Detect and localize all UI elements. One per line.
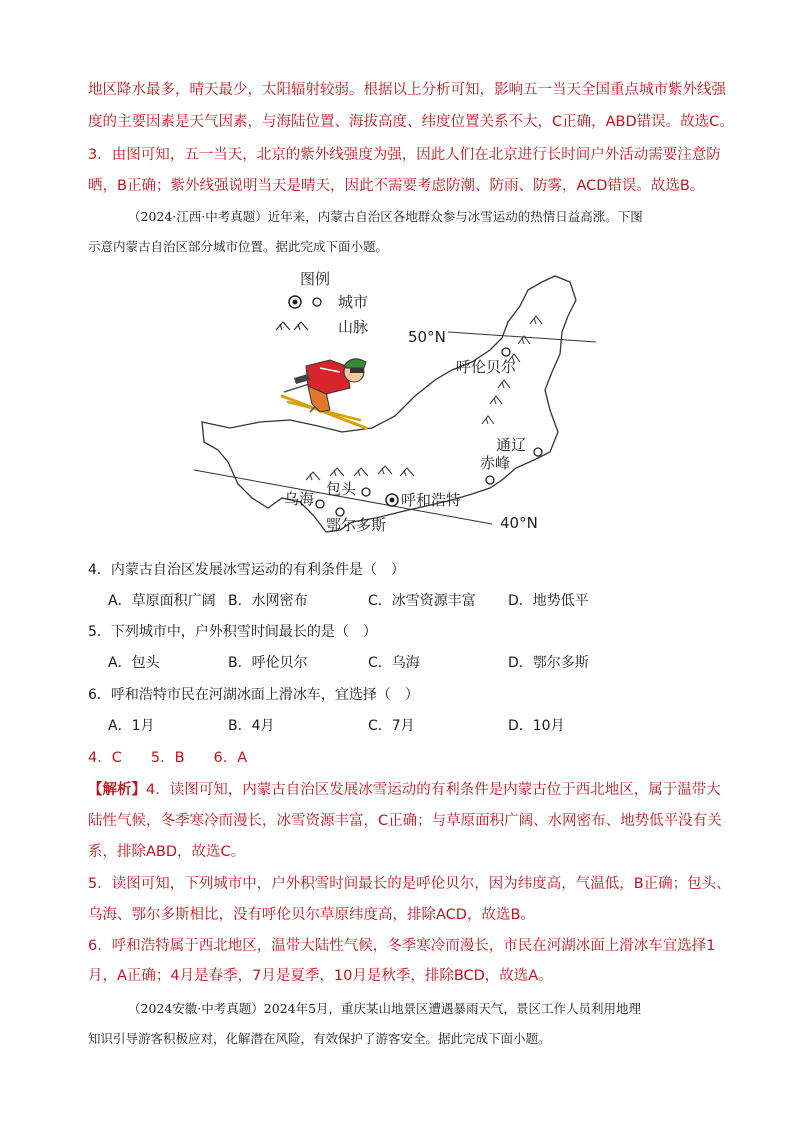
- question-4-option-d[interactable]: D．地势低平: [508, 593, 589, 609]
- analysis-text-line: 地区降水最多，晴天最少，太阳辐射较弱。根据以上分析可知，影响五一当天全国重点城市紫外线强: [88, 82, 726, 98]
- analysis-line: 乌海、鄂尔多斯相比，没有呼伦贝尔草原纬度高，排除ACD，故选B。: [88, 907, 535, 923]
- city-marker-wuhai: [316, 500, 324, 508]
- city-marker-tongliao: [534, 448, 542, 456]
- analysis-line: [88, 780, 721, 800]
- city-label-wuhai: 乌海: [284, 490, 315, 508]
- city-label-tongliao: 通辽: [496, 436, 527, 454]
- analysis-line: 月，A正确；4月是春季，7月是夏季，10月是秋季，排除BCD，故选A。: [88, 968, 553, 984]
- question-4-option-b[interactable]: B．水网密布: [228, 593, 308, 609]
- region-outline: [202, 276, 576, 532]
- question-intro-line: 知识引导游客积极应对，化解潜在风险，有效保护了游客安全。据此完成下面小题。: [88, 1031, 551, 1046]
- mountain-range-yinshan-icon: [306, 466, 414, 480]
- city-marker-hohhot-capital: [386, 494, 398, 506]
- latitude-50n-label: 50°N: [408, 328, 446, 346]
- question-5-stem: 5．下列城市中，户外积雪时间最长的是（ ）: [88, 624, 377, 640]
- inner-mongolia-map: [190, 262, 610, 542]
- question-5-option-c[interactable]: C．乌海: [368, 655, 420, 671]
- analysis-tag: 【解析】: [88, 782, 146, 798]
- answer-key: 4．C 5．B 6．A: [88, 750, 248, 766]
- question-4-option-c[interactable]: C．冰雪资源丰富: [368, 593, 476, 609]
- analysis-text-line: 晒，B正确；紫外线强说明当天是晴天，因此不需要考虑防潮、防雨、防雾，ACD错误。故选B。: [88, 178, 705, 194]
- city-label-ordos: 鄂尔多斯: [326, 516, 387, 534]
- question-intro-line: （2024·江西·中考真题）近年来，内蒙古自治区各地群众参与冰雪运动的热情日益高涨。下图: [128, 209, 643, 224]
- question-4-stem: 4．内蒙古自治区发展冰雪运动的有利条件是（ ）: [88, 562, 405, 578]
- question-6-option-a[interactable]: A．1月: [108, 718, 155, 734]
- analysis-text-line: 度的主要因素是天气因素，与海陆位置、海拔高度、纬度位置关系不大，C正确，ABD错误。故选C。: [88, 114, 734, 130]
- analysis-text-line: 3．由图可知，五一当天，北京的紫外线强度为强，因此人们在北京进行长时间户外活动需要注意防: [88, 147, 721, 163]
- legend-city-icon: [289, 296, 321, 308]
- question-5-option-a[interactable]: A．包头: [108, 655, 160, 671]
- legend-mountain-icon: [276, 322, 308, 330]
- analysis-line: 6．呼和浩特属于西北地区，温带大陆性气候，冬季寒冷而漫长，市民在河湖冰面上滑冰车宜选择1: [88, 938, 716, 954]
- question-4-option-a[interactable]: A．草原面积广阔: [108, 593, 216, 609]
- legend-mountain-label: 山脉: [338, 318, 369, 336]
- question-5-option-d[interactable]: D．鄂尔多斯: [508, 655, 589, 671]
- city-label-hohhot: 呼和浩特: [401, 491, 462, 509]
- city-marker-baotou: [362, 488, 370, 496]
- legend-title: 图例: [300, 270, 331, 288]
- legend-city-label: 城市: [338, 293, 369, 311]
- question-6-option-b[interactable]: B．4月: [228, 718, 275, 734]
- city-marker-chifeng: [486, 476, 494, 484]
- latitude-line-50n: [448, 332, 596, 342]
- analysis-line: 陆性气候，冬季寒冷而漫长，冰雪资源丰富，C正确；与草原面积广阔、水网密布、地势低平没有关: [88, 813, 722, 829]
- latitude-40n-label: 40°N: [500, 514, 538, 532]
- city-label-hulunbuir: 呼伦贝尔: [456, 358, 517, 376]
- city-label-baotou: 包头: [326, 480, 357, 498]
- analysis-line: 系，排除ABD，故选C。: [88, 844, 246, 860]
- analysis-text: 4．读图可知，内蒙古自治区发展冰雪运动的有利条件是内蒙古位于西北地区，属于温带大: [146, 782, 721, 798]
- question-6-stem: 6．呼和浩特市民在河湖冰面上滑冰车，宜选择（ ）: [88, 687, 419, 703]
- skier-illustration: [282, 359, 366, 428]
- question-intro-line: （2024安徽·中考真题）2024年5月，重庆某山地景区遭遇暴雨天气，景区工作人员利用地理: [128, 1001, 642, 1016]
- analysis-line: 5．读图可知，下列城市中，户外积雪时间最长的是呼伦贝尔，因为纬度高，气温低，B正确；包头、: [88, 876, 731, 892]
- city-marker-ordos: [336, 508, 344, 516]
- question-6-option-d[interactable]: D．10月: [508, 718, 565, 734]
- city-marker-hulunbuir: [502, 348, 510, 356]
- question-intro-line: 示意内蒙古自治区部分城市位置。据此完成下面小题。: [88, 239, 389, 254]
- question-6-option-c[interactable]: C．7月: [368, 718, 415, 734]
- city-label-chifeng: 赤峰: [480, 454, 511, 472]
- question-5-option-b[interactable]: B．呼伦贝尔: [228, 655, 308, 671]
